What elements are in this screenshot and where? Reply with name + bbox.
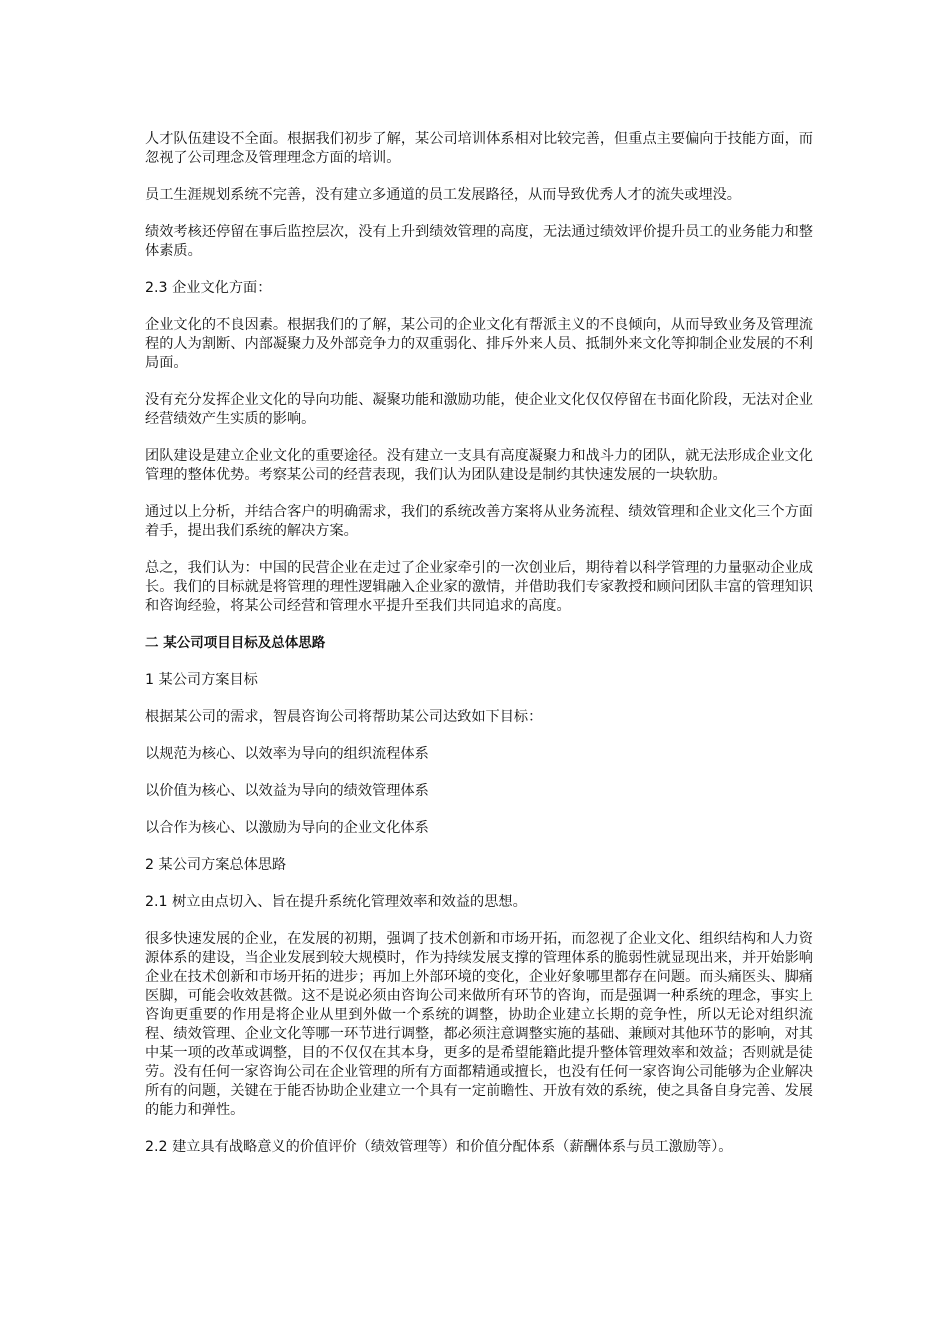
document-page <box>145 130 813 1175</box>
section-heading-2-2 <box>145 1138 813 1157</box>
goal-item: 以合作为核心、以激励为导向的企业文化体系 <box>145 820 429 836</box>
paragraph-rapid-growth: 很多快速发展的企业，在发展的初期，强调了技术创新和市场开拓，而忽视了企业文化、组织结构和人力资源体系的建设，当企业发展到较大规模时，作为持续发展支撑的管理体系的脆弱性就显现出来，并开始影响企业在技术创新和市场开拓的进步；再加上外部环境的变化，企业好象哪里都存在问题。而头痛医头、脚痛医脚，可能会收效甚微。这不是说必须由咨询公司来做所有环节的咨询，而是强调一种系统的理念，事实上咨询更重要的作用是将企业从里到外做一个系统的调整，协助企业建立长期的竞争性，所以无论对组织流程、绩效管理、企业文化等哪一环节进行调整，都必须注意调整实施的基础、兼顾对其他环节的影响，对其中某一项的改革或调整，目的不仅仅在其本身，更多的是希望能籍此提升整体管理效率和效益；否则就是徒劳。没有任何一家咨询公司在企业管理的所有方面都精通或擅长，也没有任何一家咨询公司能够为企业解决所有的问题，关键在于能否协助企业建立一个具有一定前瞻性、开放有效的系统，使之具备自身完善、发展的能力和弹性。 <box>145 931 813 1118</box>
paragraph-analysis: 通过以上分析，并结合客户的明确需求，我们的系统改善方案将从业务流程、绩效管理和企业文化三个方面着手，提出我们系统的解决方案。 <box>145 504 813 539</box>
section-title: 树立由点切入、旨在提升系统化管理效率和效益的思想。 <box>167 894 527 910</box>
paragraph-culture-function: 没有充分发挥企业文化的导向功能、凝聚功能和激励功能，使企业文化仅仅停留在书面化阶段，无法对企业经营绩效产生实质的影响。 <box>145 392 813 427</box>
section-heading-1 <box>145 671 813 690</box>
section-number: 2.2 <box>145 1139 168 1155</box>
paragraph-goals-intro: 根据某公司的需求，智晨咨询公司将帮助某公司达致如下目标： <box>145 709 543 725</box>
paragraph-career: 员工生涯规划系统不完善，没有建立多通道的员工发展路径，从而导致优秀人才的流失或埋没。 <box>145 187 741 203</box>
section-heading-2 <box>145 856 813 875</box>
paragraph-summary: 总之，我们认为：中国的民营企业在走过了企业家牵引的一次创业后，期待着以科学管理的力量驱动企业成长。我们的目标就是将管理的理性逻辑融入企业家的激情，并借助我们专家教授和顾问团队丰富的管理知识和咨询经验，将某公司经营和管理水平提升至我们共同追求的高度。 <box>145 560 813 614</box>
section-number: 1 <box>145 672 155 688</box>
section-number: 2.1 <box>145 894 168 910</box>
section-title: 某公司方案目标 <box>154 672 258 688</box>
paragraph-performance: 绩效考核还停留在事后监控层次，没有上升到绩效管理的高度，无法通过绩效评价提升员工的业务能力和整体素质。 <box>145 224 813 259</box>
section-heading-2-3 <box>145 279 813 298</box>
paragraph-culture-factors: 企业文化的不良因素。根据我们的了解，某公司的企业文化有帮派主义的不良倾向，从而导致业务及管理流程的人为割断、内部凝聚力及外部竞争力的双重弱化、排斥外来人员、抵制外来文化等抑制企业发展的不利局面。 <box>145 317 813 371</box>
chapter-heading-2: 二 某公司项目目标及总体思路 <box>145 635 326 651</box>
section-heading-2-1 <box>145 893 813 912</box>
section-number: 2 <box>145 857 155 873</box>
paragraph-team: 团队建设是建立企业文化的重要途径。没有建立一支具有高度凝聚力和战斗力的团队，就无法形成企业文化管理的整体优势。考察某公司的经营表现，我们认为团队建设是制约其快速发展的一块软肋。 <box>145 448 813 483</box>
goal-item: 以价值为核心、以效益为导向的绩效管理体系 <box>145 783 429 799</box>
section-number: 2.3 <box>145 280 168 296</box>
section-title: 建立具有战略意义的价值评价（绩效管理等）和价值分配体系（薪酬体系与员工激励等）。 <box>167 1139 733 1155</box>
section-title: 某公司方案总体思路 <box>154 857 287 873</box>
goal-item: 以规范为核心、以效率为导向的组织流程体系 <box>145 746 429 762</box>
paragraph-talent: 人才队伍建设不全面。根据我们初步了解，某公司培训体系相对比较完善，但重点主要偏向于技能方面，而忽视了公司理念及管理理念方面的培训。 <box>145 131 813 166</box>
section-title: 企业文化方面： <box>167 280 272 296</box>
